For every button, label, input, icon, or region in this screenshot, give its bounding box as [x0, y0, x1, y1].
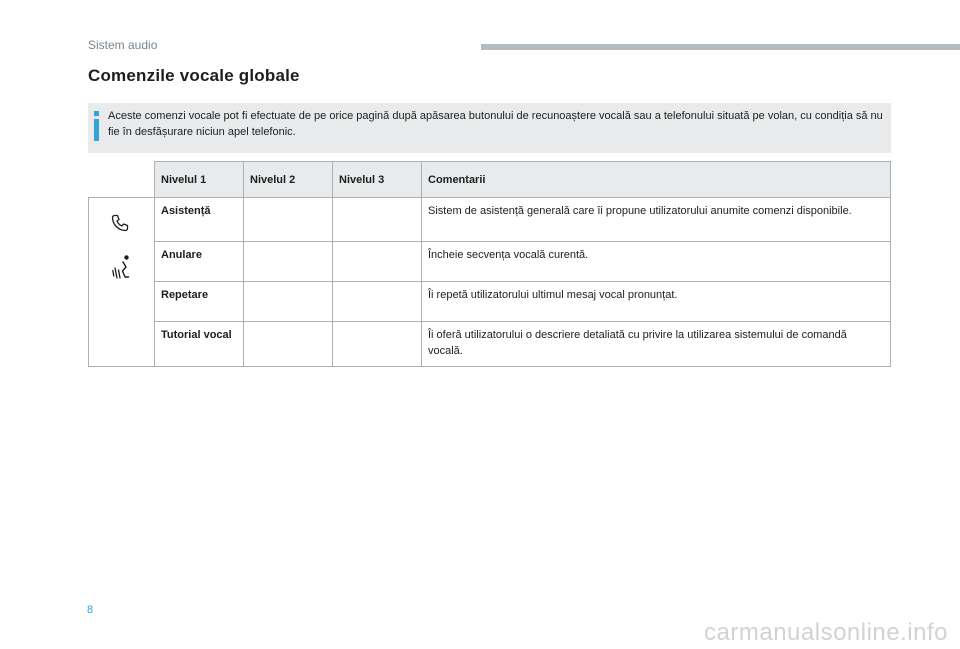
cell-level-3: [333, 322, 422, 367]
cell-level-3: [333, 281, 422, 321]
cell-level-1: Asistență: [155, 198, 244, 242]
watermark: carmanualsonline.info: [704, 619, 948, 646]
header-level-1: Nivelul 1: [155, 162, 244, 198]
page-title: Comenzile vocale globale: [88, 66, 300, 85]
header-comments: Comentarii: [422, 162, 891, 198]
cell-level-1: Anulare: [155, 241, 244, 281]
cell-level-3: [333, 241, 422, 281]
cell-level-2: [244, 322, 333, 367]
voice-recognition-icon: [112, 254, 134, 282]
cell-comment: Îi repetă utilizatorului ultimul mesaj vocal pronunțat.: [422, 281, 891, 321]
cell-level-1: Tutorial vocal: [155, 322, 244, 367]
cell-level-1: Repetare: [155, 281, 244, 321]
info-box: [88, 103, 891, 153]
header-level-2: Nivelul 2: [244, 162, 333, 198]
table-row: [89, 322, 891, 367]
phone-icon: [110, 213, 130, 233]
table-row: [89, 198, 891, 242]
cell-level-2: [244, 241, 333, 281]
cell-level-3: [333, 198, 422, 242]
cell-level-2: [244, 198, 333, 242]
info-icon: [94, 111, 99, 141]
table-header-row: [89, 162, 891, 198]
icon-cell: [89, 198, 155, 367]
table-row: [89, 281, 891, 321]
voice-commands-table: [88, 161, 891, 367]
table-row: [89, 241, 891, 281]
table-header-blank: [89, 162, 155, 198]
cell-comment: Sistem de asistență generală care îi propune utilizatorului anumite comenzi disponibile.: [422, 198, 891, 242]
header-rule: [481, 44, 960, 50]
page-number: 8: [87, 604, 94, 616]
section-header: Sistem audio: [88, 38, 158, 52]
cell-comment: Încheie secvența vocală curentă.: [422, 241, 891, 281]
header-level-3: Nivelul 3: [333, 162, 422, 198]
cell-comment: Îi oferă utilizatorului o descriere detaliată cu privire la utilizarea sistemului de comandă vocală.: [422, 322, 891, 367]
info-text: Aceste comenzi vocale pot fi efectuate de pe orice pagină după apăsarea butonului de recunoaștere vocală sau a telefonului situată pe volan, cu condiția să nu fie în desfășurare niciun apel telefonic.: [108, 110, 883, 138]
cell-level-2: [244, 281, 333, 321]
